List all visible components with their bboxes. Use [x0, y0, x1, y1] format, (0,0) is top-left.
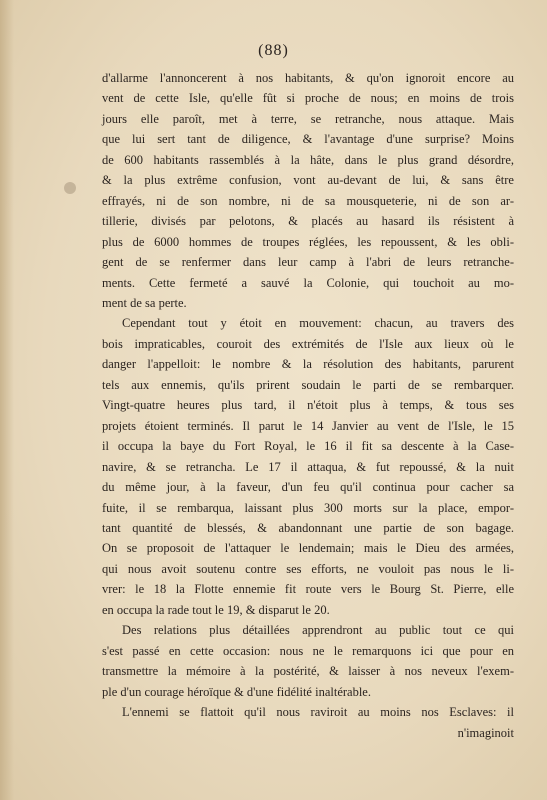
text-line: jours elle paroît, met à terre, se retranche, nous attaque. Mais	[102, 111, 514, 126]
text-block	[102, 68, 514, 743]
text-line: tillerie, divisés par pelotons, & placés au hasard ils résistent à	[102, 214, 514, 229]
text-line: ment de sa perte.	[102, 295, 187, 310]
text-line: Cependant tout y étoit en mouvement: chacun, au travers des	[122, 316, 514, 331]
page-gutter-shadow	[0, 0, 14, 800]
text-line: Vingt-quatre heures plus tard, il n'étoit plus à temps, & tous ses	[102, 398, 514, 413]
text-line: tels aux ennemis, qu'ils prirent soudain le parti de se rembarquer.	[102, 377, 514, 392]
text-line: fuite, il se rembarqua, laissant plus 300 morts sur la place, empor-	[102, 500, 514, 515]
text-line: tant quantité de blessés, & abandonnant une partie de son bagage.	[102, 520, 514, 535]
text-line: plus de 6000 hommes de troupes réglées, les repoussent, & les obli-	[102, 234, 514, 249]
text-line: bois impraticables, couroit des extrémités de l'Isle aux lieux où le	[102, 336, 514, 351]
text-line: L'ennemi se flattoit qu'il nous raviroit au moins nos Esclaves: il	[122, 705, 514, 720]
foxing-spot	[64, 182, 76, 194]
text-line: On se proposoit de l'attaquer le lendemain; mais le Dieu des armées,	[102, 541, 514, 556]
text-line: vent de cette Isle, qu'elle fût si proche de nous; en moins de trois	[102, 91, 514, 106]
text-line: que lui sert tant de diligence, & l'avantage d'une surprise? Moins	[102, 132, 514, 147]
text-line: de 600 habitants rassemblés à la hâte, dans le plus grand désordre,	[102, 152, 514, 167]
text-line: d'allarme l'annoncerent à nos habitants, & qu'on ignoroit encore au	[102, 71, 514, 85]
paragraph-3	[102, 620, 514, 702]
text-line: ments. Cette fermeté a sauvé la Colonie, qui touchoit au mo-	[102, 275, 514, 290]
text-line: danger l'appelloit: le nombre & la résolution des habitants, parurent	[102, 357, 514, 372]
paragraph-1	[102, 68, 514, 313]
text-line: Des relations plus détaillées apprendront au public tout ce qui	[122, 623, 514, 638]
text-line: en occupa la rade tout le 19, & disparut le 20.	[102, 602, 330, 617]
text-line: & la plus extrême confusion, vont au-devant de lui, & sans être	[102, 173, 514, 188]
text-line: gent de se renfermer dans leur camp à l'abri de leurs retranche-	[102, 255, 514, 270]
catchword: n'imaginoit	[457, 725, 514, 740]
text-line: du même jour, à la faveur, d'un feu qu'il continua pour cacher sa	[102, 480, 514, 495]
text-line: navire, & se retrancha. Le 17 il attaqua, & fut repoussé, & la nuit	[102, 459, 514, 474]
paragraph-4	[102, 702, 514, 743]
text-line: effrayés, ni de son nombre, ni de sa mousqueterie, ni de son ar-	[102, 193, 514, 208]
text-line: il occupa la baye du Fort Royal, le 16 il fit sa descente à la Case-	[102, 439, 514, 454]
paragraph-2	[102, 313, 514, 620]
page-number: (88)	[258, 42, 289, 59]
text-line: projets étoient terminés. Il parut le 14 Janvier au vent de l'Isle, le 15	[102, 418, 514, 433]
text-line: ple d'un courage héroïque & d'une fidélité inaltérable.	[102, 684, 371, 699]
text-line: qui nous avoit soutenu contre ses efforts, ne vouloit pas nous le li-	[102, 561, 514, 576]
text-line: transmettre la mémoire à la postérité, & laisser à nos neveux l'exem-	[102, 664, 514, 679]
text-line: s'est passé en cette occasion: nous ne le remarquons ici que pour en	[102, 643, 514, 658]
text-line: vrer: le 18 la Flotte ennemie fit route vers le Bourg St. Pierre, elle	[102, 582, 514, 597]
